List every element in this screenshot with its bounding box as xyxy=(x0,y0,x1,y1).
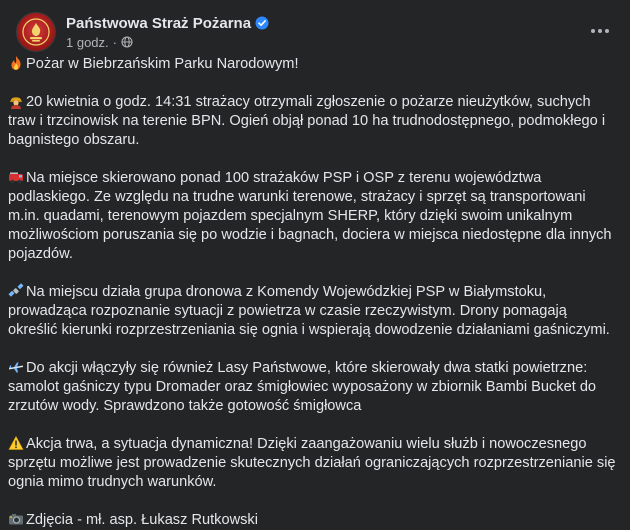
paragraph-text: Akcja trwa, a sytuacja dynamiczna! Dzięki zaangażowaniu wielu służb i nowoczesnego sprzętu możliwe jest prowadzenie skutecznych działań ograniczających rozprzestrzenianie się ognia mimo trudnych warunków. xyxy=(8,436,616,490)
globe-icon[interactable] xyxy=(121,36,133,48)
paragraph-text: Na miejsce skierowano ponad 100 strażaków PSP i OSP z terenu województwa podlaskiego. Ze względu na trudne warunki terenowe, strażacy i sprzęt są transportowani m.in. quadami, terenowym pojazdem specjalnym SHERP, który dzięki swoim unikalnym możliwościom poruszania się po wodzie i bagnach, dociera w miejsca niedostępne dla innych pojazdów. xyxy=(8,170,612,262)
airplane-emoji-icon xyxy=(8,359,24,375)
fire-service-emblem-icon xyxy=(21,17,51,47)
page-name-link[interactable]: Państwowa Straż Pożarna xyxy=(66,14,252,32)
separator-dot: · xyxy=(112,34,117,50)
paragraph-text: Na miejscu działa grupa dronowa z Komendy Wojewódzkiej PSP w Białymstoku, prowadząca rozpoznanie sytuacji z powietrza w czasie rzeczywistym. Drony pomagają określić kierunki rozprzestrzeniania się ognia i wspierają dowodzenie działaniami gaśniczymi. xyxy=(8,284,610,338)
paragraph-text: Pożar w Biebrzańskim Parku Narodowym! xyxy=(26,56,299,72)
post-paragraph xyxy=(8,359,616,416)
post-timestamp-link[interactable]: 1 godz. xyxy=(66,34,109,50)
post-paragraph xyxy=(8,283,616,340)
post-meta xyxy=(66,14,269,51)
post-paragraph xyxy=(8,169,616,264)
name-row xyxy=(66,14,269,33)
post-sub-row xyxy=(66,34,269,51)
firefighter-emoji-icon xyxy=(8,93,24,109)
verified-badge-icon xyxy=(255,16,269,30)
fire-emoji-icon xyxy=(8,55,24,71)
post-body xyxy=(8,55,616,530)
fire-engine-emoji-icon xyxy=(8,169,24,185)
post-paragraph xyxy=(8,55,616,74)
page-avatar[interactable] xyxy=(16,12,56,52)
camera-emoji-icon xyxy=(8,511,24,527)
warning-emoji-icon xyxy=(8,435,24,451)
post-paragraph xyxy=(8,511,616,530)
more-options-icon xyxy=(590,21,610,39)
paragraph-text: 20 kwietnia o godz. 14:31 strażacy otrzymali zgłoszenie o pożarze nieużytków, suchych traw i trzcinowisk na terenie BPN. Ogień objął ponad 10 ha trudnodostępnego, podmokłego i bagnistego obszaru. xyxy=(8,94,606,148)
paragraph-text: Do akcji włączyły się również Lasy Państwowe, które skierowały dwa statki powietrzne: samolot gaśniczy typu Dromader oraz śmigłowiec wyposażony w zbiornik Bambi Bucket do zrzutów wody. Sprawdzono także gotowość śmigłowca xyxy=(8,360,597,414)
satellite-emoji-icon xyxy=(8,283,24,299)
more-options-button[interactable] xyxy=(586,16,614,44)
post-paragraph xyxy=(8,93,616,150)
paragraph-text: Zdjęcia - mł. asp. Łukasz Rutkowski xyxy=(26,512,258,528)
post-paragraph xyxy=(8,435,616,492)
post-header xyxy=(16,12,269,52)
